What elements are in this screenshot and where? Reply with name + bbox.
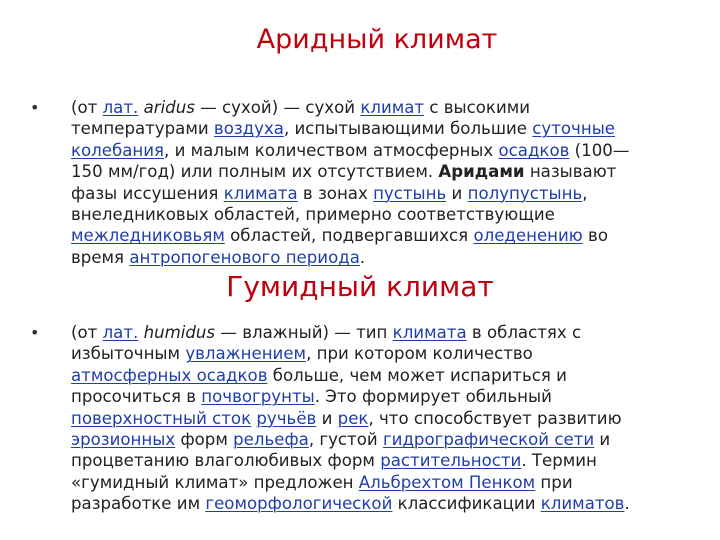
text-line	[71, 97, 681, 118]
text-span: , густой	[308, 430, 383, 450]
text-line	[71, 322, 681, 343]
link-mezhlednikovyam[interactable]: межледниковьям	[71, 226, 225, 246]
text-span: внеледниковых областей, примерно соответствующие	[71, 205, 555, 225]
text-span: — сухой) — сухой	[194, 98, 361, 117]
text-span: классификации	[392, 494, 541, 514]
text-span: ,	[582, 183, 588, 203]
heading-arid-climate: Аридный климат	[256, 24, 498, 55]
link-klimatov[interactable]: климатов	[540, 494, 625, 514]
link-sutochnye[interactable]: суточные	[532, 119, 616, 139]
text-span: , что способствует развитию	[368, 408, 622, 428]
text-line	[71, 118, 681, 139]
text-line	[71, 204, 681, 225]
text-span: , и малым количеством атмосферных	[164, 140, 499, 160]
text-span: температурами	[71, 119, 214, 139]
text-line	[71, 247, 681, 268]
text-span: в областях с	[466, 323, 582, 342]
text-span: во	[582, 226, 608, 246]
text-span: .	[624, 494, 630, 514]
text-span: разработке им	[71, 494, 206, 514]
text-line	[71, 386, 681, 407]
latin-term-aridus: aridus	[143, 98, 195, 117]
text-span: (от	[71, 98, 103, 117]
link-klimata[interactable]: климата	[223, 183, 298, 203]
bold-term-aridami: Аридами	[438, 162, 525, 182]
text-span: больше, чем может испариться и	[267, 365, 567, 385]
arid-definition-paragraph	[71, 97, 681, 268]
text-span: — влажный) — тип	[215, 323, 393, 342]
link-uvlazhneniem[interactable]: увлажнением	[185, 344, 307, 364]
link-pochvogrunty[interactable]: почвогрунты	[201, 387, 315, 407]
text-span: . Это формирует обильный	[314, 387, 552, 407]
text-span: , испытывающими большие	[283, 119, 533, 139]
link-erozionnyh[interactable]: эрозионных	[71, 430, 176, 450]
link-kolebaniya[interactable]: колебания	[71, 140, 165, 160]
text-span: 150 мм/год) или полным их отсутствием.	[71, 162, 439, 182]
link-antropogen-period[interactable]: антропогенового периода	[129, 247, 360, 267]
link-latin[interactable]: лат.	[102, 323, 139, 342]
text-line	[71, 161, 681, 182]
text-span: (от	[71, 323, 103, 342]
text-span: при	[535, 472, 573, 492]
text-line	[71, 472, 681, 493]
link-pustyn[interactable]: пустынь	[373, 183, 447, 203]
text-span: . Термин	[521, 451, 597, 471]
link-poverhnostnyj-stok[interactable]: поверхностный сток	[71, 408, 252, 428]
text-span: областей, подвергавшихся	[224, 226, 474, 246]
link-albreht-penk[interactable]: Альбрехтом Пенком	[358, 472, 536, 492]
link-latin[interactable]: лат.	[102, 98, 139, 117]
text-span: избыточным	[71, 344, 186, 364]
latin-term-humidus: humidus	[143, 323, 216, 342]
text-line	[71, 365, 681, 386]
link-rek[interactable]: рек	[337, 408, 369, 428]
link-osadkov[interactable]: осадков	[498, 140, 570, 160]
text-line	[71, 225, 681, 246]
text-line	[71, 408, 681, 429]
link-relefa[interactable]: рельефа	[233, 430, 309, 450]
bullet-marker: •	[30, 98, 40, 117]
text-line	[71, 183, 681, 204]
text-line	[71, 140, 681, 161]
text-span: фазы иссушения	[71, 183, 224, 203]
text-span: , при котором количество	[306, 344, 533, 364]
text-span: процветанию влаголюбивых форм	[71, 451, 381, 471]
text-span: с высокими	[424, 98, 531, 117]
text-span: называют	[524, 162, 617, 182]
text-span: просочиться в	[71, 387, 202, 407]
humid-definition-paragraph	[71, 322, 681, 515]
text-span: .	[359, 247, 366, 267]
text-span: и	[446, 183, 468, 203]
link-klimat[interactable]: климат	[360, 98, 425, 117]
text-line	[71, 450, 681, 471]
text-span: и	[316, 408, 338, 428]
link-ruchyov[interactable]: ручьёв	[256, 408, 317, 428]
text-span: и	[594, 430, 611, 450]
text-span: форм	[175, 430, 234, 450]
text-line	[71, 493, 681, 514]
link-atmosfernyh-osadkov[interactable]: атмосферных осадков	[71, 365, 268, 385]
heading-humid-climate: Гумидный климат	[226, 270, 494, 303]
link-gidrograficheskoj-seti[interactable]: гидрографической сети	[382, 430, 595, 450]
link-vozduha[interactable]: воздуха	[213, 119, 284, 139]
link-polupustyn[interactable]: полупустынь	[467, 183, 583, 203]
text-span: «гумидный климат» предложен	[71, 472, 359, 492]
link-oledeneniyu[interactable]: оледенению	[473, 226, 583, 246]
bullet-marker: •	[30, 323, 40, 342]
text-span: (100—	[569, 140, 630, 160]
text-span: в зонах	[297, 183, 374, 203]
text-span: время	[71, 247, 130, 267]
text-line	[71, 429, 681, 450]
link-rastitelnosti[interactable]: растительности	[380, 451, 522, 471]
link-klimata[interactable]: климата	[392, 323, 467, 342]
text-line	[71, 343, 681, 364]
link-geomorfologicheskoj[interactable]: геоморфологической	[205, 494, 393, 514]
